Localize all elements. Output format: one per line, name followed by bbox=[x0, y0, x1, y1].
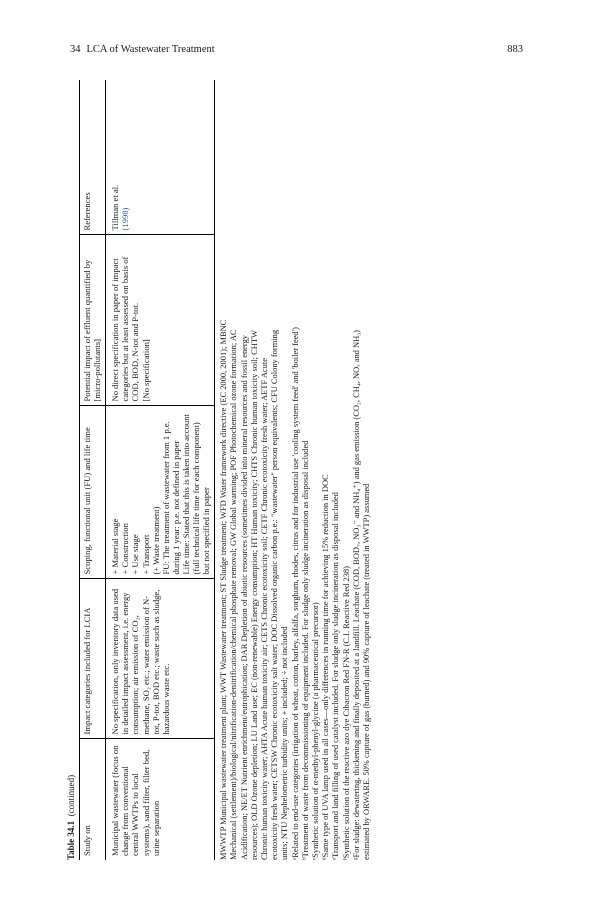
column-header: Potential impact of effluent quantified by [micro-pollutants] bbox=[79, 235, 105, 406]
column-header: Study on bbox=[79, 739, 105, 860]
cell-impact-categories: No specification, only inventory data used in detailed impact assessment, i.e. energy consumption; air emission of CO₂, methane, SO₂ etc.; water emission of N-tot, P-tot, BOD etc.; waste such as sludge, hazardous waste etc. bbox=[105, 579, 214, 739]
footnote: ᵉTransport and land filling of used catalyst included. For sludge only sludge incineration as disposal included bbox=[329, 492, 340, 860]
running-head-left bbox=[70, 44, 221, 55]
cell-reference bbox=[105, 80, 214, 235]
scoping-line: (+ Waste treatment) bbox=[150, 506, 161, 575]
cell-study-on: Municipal wastewater (focus on change from conventional central WWTPs to local systems), sand filter, filter bed, urine separation bbox=[105, 739, 214, 860]
table-row bbox=[105, 80, 214, 860]
effluent-line: No direct specification in paper of impact categories but at least assessed on basis of COD, BOD, N-tot and P-tot. bbox=[109, 256, 140, 402]
cell-effluent-impact bbox=[105, 235, 214, 406]
reference-author: Tillman et al. bbox=[109, 184, 120, 231]
column-header: References bbox=[79, 80, 105, 235]
table-caption bbox=[66, 80, 76, 860]
abbreviation-line: Chronic human toxicity water; AHTA Acute human toxicity air; CETS Chronic ecotoxicity soil; CETF Chronic ecotoxicity fresh water; AETF Acute bbox=[258, 358, 269, 860]
chapter-number: 34 bbox=[70, 44, 81, 55]
rotated-table-block bbox=[66, 80, 528, 860]
abbreviation-line: Acidification; NE/ET Nutrient enrichment/eutrophication; DAR Depletion of abiotic resources (sometimes divided into mineral resources and fossil energy bbox=[238, 334, 249, 860]
abbreviation-line: units; NTU Nephelometric turbidity units; + included; ÷ not included bbox=[278, 626, 289, 860]
scoping-line: + Construction bbox=[119, 523, 130, 575]
abbreviation-line: Mechanical (settlement)/biological/nitrification-denitrification/chemical phosphate removal; GW Global warming; POF Photochemical ozone formation; AC bbox=[227, 329, 238, 860]
table-notes bbox=[218, 80, 371, 860]
reference-year-link[interactable]: (1998) bbox=[119, 207, 130, 231]
column-header: Impact categories included for LCIA bbox=[79, 579, 105, 739]
scoping-line: + Transport bbox=[140, 534, 151, 575]
scoping-line: FU: The treatment of wastewater from 1 p.e. during 1 year: p.e. not defined in paper bbox=[160, 421, 181, 575]
cell-scoping bbox=[105, 406, 214, 579]
scoping-line: + Use stage bbox=[129, 534, 140, 575]
footnote: ᶜSynthetic solution of α-methyl-phenyl-glycine (a pharmaceutical precursor) bbox=[309, 602, 320, 860]
table-header-row bbox=[79, 80, 105, 860]
footnote: ᵃRelated to end-use categories (irrigation of wheat, cotton, barley, alfalfa, sorghum, rhodes, citrus and for industrial use 'cooling system feed' and 'boiler feed') bbox=[289, 327, 300, 860]
abbreviation-line: resources); OLD Ozone depletion; LU Land use; EC (non-renewable) Energy consumption; HT Human toxicity; CHTS Chronic human toxicity soil; CHTW bbox=[248, 330, 259, 860]
footnote: ᵈSame type of UVA lamp used in all cases—only differences in running time for achieving 15% reduction in DOC bbox=[319, 474, 330, 860]
scoping-line: + Material stage bbox=[109, 518, 120, 575]
footnote: estimated by ORWARE. 50% capture of gas (burned) and 90% capture of leachate (treated in WWTP) assumed bbox=[360, 483, 371, 860]
abbreviation-line: ecotoxicity fresh water; CETSW Chronic ecotoxicity salt water; DOC Dissolved organic carbon p.e.: "wastewater" person equivalents; CFU Colony forming bbox=[268, 329, 279, 860]
footnote: ᶠSynthetic solution of the reactive azo dye Cibacron Red FN-R (C.I. Reactive Red 238) bbox=[340, 566, 351, 860]
footnote: ᵇTreatment of waste from decommissioning of equipment included. For sludge only sludge incineration as disposal included bbox=[299, 440, 310, 860]
page-number: 883 bbox=[507, 44, 523, 55]
column-header: Scoping, functional unit (FU) and life time bbox=[79, 406, 105, 579]
scoping-line: Life time: Stated that this is taken into account (full technical life time for each component) but not specified in paper bbox=[180, 414, 211, 575]
running-head bbox=[70, 44, 523, 55]
table-label: Table 34.1 bbox=[65, 820, 76, 860]
chapter-title: LCA of Wastewater Treatment bbox=[86, 44, 215, 55]
table-continued: (continued) bbox=[65, 774, 76, 817]
footnote: ᵍFor sludge: dewatering, thickening and finally deposited at a landfill. Leachate (COD, BOD₇, NO₃⁻ and NH₄⁺) and gas emission (CO₂, CH₄, NOₓ and NH₃) bbox=[350, 330, 361, 860]
data-table bbox=[79, 80, 215, 860]
abbreviation-line: MWWTP Municipal wastewater treatment plant; WWT Wastewater treatment; ST Sludge treatment; WFD Water framework directive (EC 2000, 2001); MBNC bbox=[217, 319, 228, 860]
effluent-line: [No specification] bbox=[140, 339, 151, 402]
